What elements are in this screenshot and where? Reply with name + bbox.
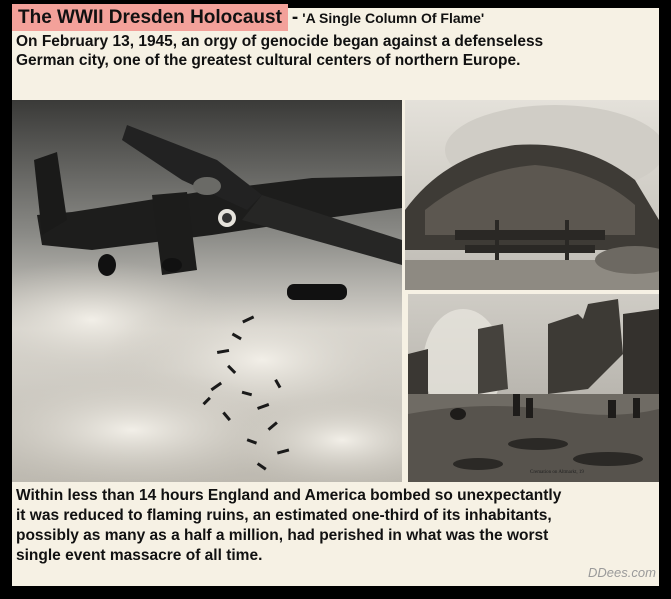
pyre-photo: [405, 100, 659, 290]
page-subtitle: 'A Single Column Of Flame': [302, 10, 485, 26]
photo-caption: Cremation on Altmarkt, 19: [530, 470, 584, 475]
body-line-2: it was reduced to flaming ruins, an estimated one-third of its inhabitants,: [16, 507, 552, 524]
body-line-1: Within less than 14 hours England and America bombed so unexpectantly: [16, 487, 562, 504]
watermark: DDees.com: [588, 565, 656, 580]
body-line-4: single event massacre of all time.: [16, 547, 263, 564]
body-text: [16, 486, 656, 566]
body-line-3: possibly as many as a half a million, had perished in what was the worst: [16, 527, 549, 544]
page-title: The WWII Dresden Holocaust: [12, 4, 288, 31]
header: [12, 4, 484, 31]
title-dash: -: [291, 7, 299, 28]
bomber-photo: [12, 100, 402, 482]
intro-line-1: On February 13, 1945, an orgy of genocide began against a defenseless: [16, 33, 544, 50]
intro-text: [16, 32, 636, 70]
intro-line-2: German city, one of the greatest cultural centers of northern Europe.: [16, 52, 521, 69]
ruins-photo: [408, 294, 659, 482]
